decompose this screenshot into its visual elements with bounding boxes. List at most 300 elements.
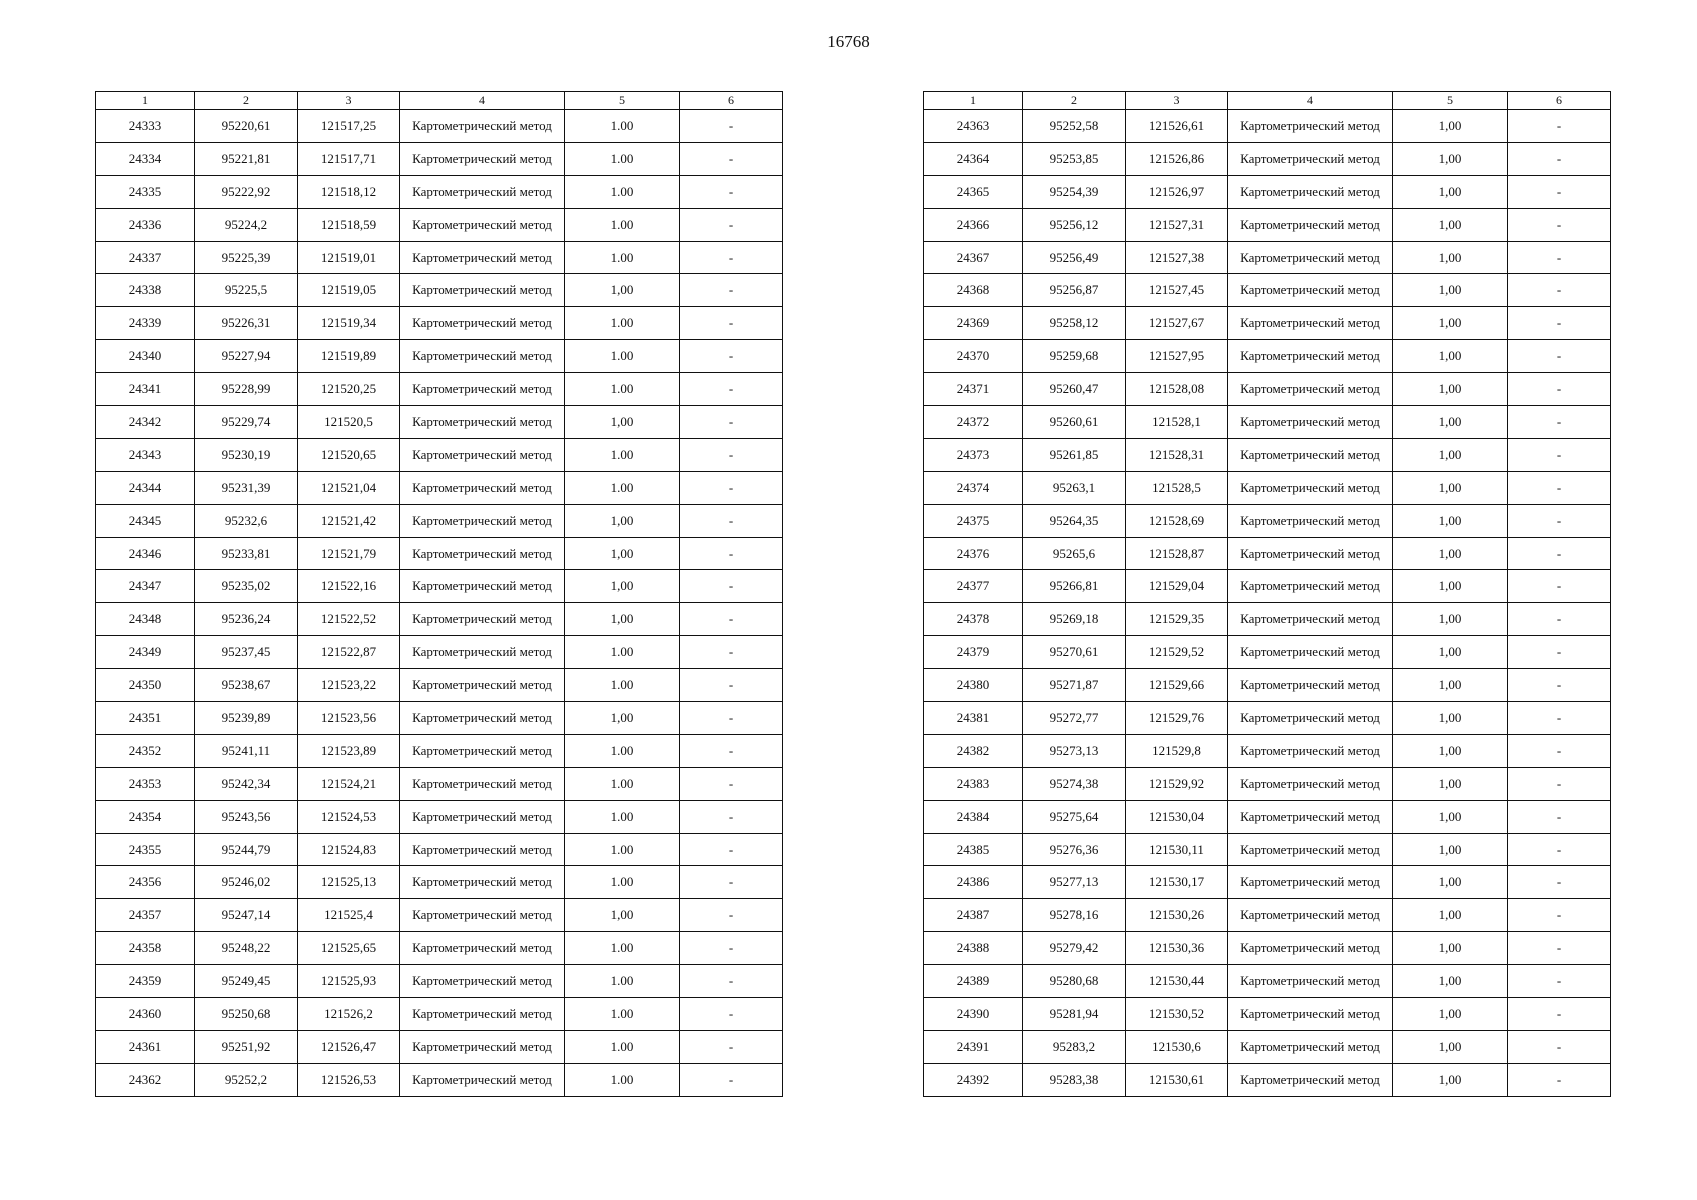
cell-method: Картометрический метод bbox=[400, 603, 565, 636]
cell-coord-x: 95225,39 bbox=[195, 241, 298, 274]
cell-method: Картометрический метод bbox=[1228, 866, 1393, 899]
table-row bbox=[96, 241, 783, 274]
cell-note: - bbox=[680, 340, 783, 373]
table-row bbox=[96, 800, 783, 833]
table-row bbox=[924, 932, 1611, 965]
cell-coord-y: 121526,47 bbox=[298, 1030, 400, 1063]
cell-coord-x: 95228,99 bbox=[195, 373, 298, 406]
cell-coord-y: 121525,65 bbox=[298, 932, 400, 965]
table-row bbox=[96, 406, 783, 439]
table-row bbox=[96, 767, 783, 800]
cell-coord-y: 121526,86 bbox=[1126, 142, 1228, 175]
cell-method: Картометрический метод bbox=[400, 932, 565, 965]
cell-note: - bbox=[680, 866, 783, 899]
cell-note: - bbox=[1508, 340, 1611, 373]
table-row bbox=[96, 1063, 783, 1096]
cell-note: - bbox=[680, 636, 783, 669]
cell-note: - bbox=[680, 241, 783, 274]
cell-point-number: 24368 bbox=[924, 274, 1023, 307]
cell-point-number: 24373 bbox=[924, 438, 1023, 471]
cell-accuracy: 1.00 bbox=[565, 833, 680, 866]
cell-accuracy: 1.00 bbox=[565, 998, 680, 1031]
cell-coord-x: 95243,56 bbox=[195, 800, 298, 833]
cell-coord-x: 95250,68 bbox=[195, 998, 298, 1031]
cell-coord-y: 121528,5 bbox=[1126, 471, 1228, 504]
cell-method: Картометрический метод bbox=[1228, 603, 1393, 636]
cell-coord-y: 121519,89 bbox=[298, 340, 400, 373]
table-row bbox=[924, 833, 1611, 866]
cell-coord-y: 121519,34 bbox=[298, 307, 400, 340]
cell-accuracy: 1,00 bbox=[1393, 800, 1508, 833]
cell-method: Картометрический метод bbox=[1228, 570, 1393, 603]
cell-method: Картометрический метод bbox=[400, 636, 565, 669]
cell-method: Картометрический метод bbox=[400, 208, 565, 241]
cell-note: - bbox=[1508, 175, 1611, 208]
cell-coord-y: 121520,25 bbox=[298, 373, 400, 406]
cell-point-number: 24344 bbox=[96, 471, 195, 504]
cell-note: - bbox=[680, 208, 783, 241]
cell-point-number: 24391 bbox=[924, 1030, 1023, 1063]
cell-accuracy: 1.00 bbox=[565, 767, 680, 800]
cell-point-number: 24333 bbox=[96, 110, 195, 143]
cell-accuracy: 1,00 bbox=[1393, 307, 1508, 340]
cell-coord-y: 121522,87 bbox=[298, 636, 400, 669]
table-row bbox=[96, 504, 783, 537]
cell-accuracy: 1,00 bbox=[1393, 767, 1508, 800]
cell-method: Картометрический метод bbox=[1228, 1030, 1393, 1063]
cell-coord-x: 95278,16 bbox=[1023, 899, 1126, 932]
cell-method: Картометрический метод bbox=[400, 504, 565, 537]
cell-coord-x: 95232,6 bbox=[195, 504, 298, 537]
cell-point-number: 24370 bbox=[924, 340, 1023, 373]
cell-point-number: 24363 bbox=[924, 110, 1023, 143]
cell-coord-x: 95253,85 bbox=[1023, 142, 1126, 175]
cell-accuracy: 1,00 bbox=[1393, 471, 1508, 504]
cell-point-number: 24375 bbox=[924, 504, 1023, 537]
table-row bbox=[924, 1030, 1611, 1063]
cell-coord-y: 121525,4 bbox=[298, 899, 400, 932]
cell-method: Картометрический метод bbox=[400, 899, 565, 932]
cell-accuracy: 1.00 bbox=[565, 438, 680, 471]
cell-accuracy: 1,00 bbox=[1393, 438, 1508, 471]
cell-coord-x: 95235,02 bbox=[195, 570, 298, 603]
cell-note: - bbox=[680, 833, 783, 866]
cell-coord-y: 121529,76 bbox=[1126, 702, 1228, 735]
cell-accuracy: 1,00 bbox=[1393, 998, 1508, 1031]
cell-point-number: 24360 bbox=[96, 998, 195, 1031]
cell-accuracy: 1.00 bbox=[565, 471, 680, 504]
cell-coord-y: 121519,05 bbox=[298, 274, 400, 307]
cell-coord-x: 95248,22 bbox=[195, 932, 298, 965]
cell-method: Картометрический метод bbox=[400, 241, 565, 274]
table-row bbox=[96, 142, 783, 175]
cell-coord-x: 95280,68 bbox=[1023, 965, 1126, 998]
cell-note: - bbox=[680, 1063, 783, 1096]
cell-note: - bbox=[680, 537, 783, 570]
column-header-4: 4 bbox=[1228, 92, 1393, 110]
cell-note: - bbox=[1508, 438, 1611, 471]
cell-coord-y: 121517,25 bbox=[298, 110, 400, 143]
cell-point-number: 24371 bbox=[924, 373, 1023, 406]
cell-accuracy: 1,00 bbox=[565, 899, 680, 932]
cell-point-number: 24350 bbox=[96, 669, 195, 702]
cell-method: Картометрический метод bbox=[1228, 702, 1393, 735]
cell-point-number: 24384 bbox=[924, 800, 1023, 833]
page-number: 16768 bbox=[827, 32, 870, 51]
cell-accuracy: 1,00 bbox=[565, 406, 680, 439]
table-row bbox=[924, 471, 1611, 504]
cell-coord-x: 95246,02 bbox=[195, 866, 298, 899]
cell-note: - bbox=[1508, 965, 1611, 998]
cell-accuracy: 1,00 bbox=[1393, 899, 1508, 932]
column-header-1: 1 bbox=[96, 92, 195, 110]
table-header-row bbox=[924, 92, 1611, 110]
cell-accuracy: 1.00 bbox=[565, 340, 680, 373]
cell-note: - bbox=[1508, 932, 1611, 965]
cell-coord-y: 121527,38 bbox=[1126, 241, 1228, 274]
cell-note: - bbox=[1508, 833, 1611, 866]
cell-method: Картометрический метод bbox=[400, 142, 565, 175]
cell-method: Картометрический метод bbox=[1228, 932, 1393, 965]
cell-accuracy: 1.00 bbox=[565, 142, 680, 175]
cell-method: Картометрический метод bbox=[1228, 241, 1393, 274]
cell-coord-y: 121527,31 bbox=[1126, 208, 1228, 241]
cell-coord-y: 121518,12 bbox=[298, 175, 400, 208]
cell-note: - bbox=[1508, 241, 1611, 274]
cell-coord-x: 95241,11 bbox=[195, 734, 298, 767]
cell-note: - bbox=[680, 110, 783, 143]
column-header-6: 6 bbox=[680, 92, 783, 110]
cell-note: - bbox=[680, 603, 783, 636]
cell-accuracy: 1.00 bbox=[565, 866, 680, 899]
cell-note: - bbox=[1508, 471, 1611, 504]
cell-point-number: 24346 bbox=[96, 537, 195, 570]
cell-note: - bbox=[680, 965, 783, 998]
table-row bbox=[924, 110, 1611, 143]
cell-coord-y: 121518,59 bbox=[298, 208, 400, 241]
cell-coord-x: 95263,1 bbox=[1023, 471, 1126, 504]
cell-point-number: 24341 bbox=[96, 373, 195, 406]
cell-method: Картометрический метод bbox=[1228, 208, 1393, 241]
cell-coord-y: 121529,35 bbox=[1126, 603, 1228, 636]
cell-note: - bbox=[1508, 702, 1611, 735]
cell-accuracy: 1,00 bbox=[1393, 504, 1508, 537]
cell-coord-y: 121528,08 bbox=[1126, 373, 1228, 406]
cell-note: - bbox=[1508, 899, 1611, 932]
cell-coord-x: 95247,14 bbox=[195, 899, 298, 932]
cell-point-number: 24361 bbox=[96, 1030, 195, 1063]
cell-coord-x: 95261,85 bbox=[1023, 438, 1126, 471]
table-row bbox=[924, 603, 1611, 636]
cell-method: Картометрический метод bbox=[400, 1030, 565, 1063]
cell-coord-y: 121530,52 bbox=[1126, 998, 1228, 1031]
cell-coord-y: 121529,04 bbox=[1126, 570, 1228, 603]
column-header-5: 5 bbox=[1393, 92, 1508, 110]
cell-note: - bbox=[680, 406, 783, 439]
column-header-5: 5 bbox=[565, 92, 680, 110]
cell-accuracy: 1,00 bbox=[1393, 1030, 1508, 1063]
cell-accuracy: 1,00 bbox=[1393, 570, 1508, 603]
cell-coord-x: 95254,39 bbox=[1023, 175, 1126, 208]
table-row bbox=[96, 438, 783, 471]
cell-method: Картометрический метод bbox=[400, 340, 565, 373]
cell-method: Картометрический метод bbox=[1228, 142, 1393, 175]
cell-method: Картометрический метод bbox=[1228, 998, 1393, 1031]
cell-accuracy: 1,00 bbox=[565, 702, 680, 735]
cell-accuracy: 1,00 bbox=[565, 570, 680, 603]
cell-method: Картометрический метод bbox=[1228, 965, 1393, 998]
cell-note: - bbox=[680, 998, 783, 1031]
cell-note: - bbox=[1508, 406, 1611, 439]
cell-coord-x: 95276,36 bbox=[1023, 833, 1126, 866]
table-header-row bbox=[96, 92, 783, 110]
cell-point-number: 24339 bbox=[96, 307, 195, 340]
cell-coord-x: 95236,24 bbox=[195, 603, 298, 636]
table-row bbox=[96, 669, 783, 702]
cell-coord-y: 121529,8 bbox=[1126, 734, 1228, 767]
cell-coord-x: 95260,61 bbox=[1023, 406, 1126, 439]
cell-point-number: 24372 bbox=[924, 406, 1023, 439]
cell-method: Картометрический метод bbox=[1228, 833, 1393, 866]
table-row bbox=[96, 702, 783, 735]
cell-method: Картометрический метод bbox=[1228, 438, 1393, 471]
cell-method: Картометрический метод bbox=[1228, 175, 1393, 208]
cell-accuracy: 1,00 bbox=[1393, 110, 1508, 143]
cell-coord-x: 95272,77 bbox=[1023, 702, 1126, 735]
cell-coord-x: 95226,31 bbox=[195, 307, 298, 340]
cell-coord-x: 95274,38 bbox=[1023, 767, 1126, 800]
table-row bbox=[96, 833, 783, 866]
cell-coord-y: 121520,65 bbox=[298, 438, 400, 471]
cell-coord-x: 95252,58 bbox=[1023, 110, 1126, 143]
cell-coord-y: 121530,26 bbox=[1126, 899, 1228, 932]
cell-coord-y: 121530,17 bbox=[1126, 866, 1228, 899]
cell-note: - bbox=[1508, 373, 1611, 406]
cell-point-number: 24352 bbox=[96, 734, 195, 767]
cell-coord-x: 95221,81 bbox=[195, 142, 298, 175]
cell-coord-y: 121530,6 bbox=[1126, 1030, 1228, 1063]
coordinates-table-right bbox=[923, 91, 1611, 1097]
cell-point-number: 24345 bbox=[96, 504, 195, 537]
table-row bbox=[96, 1030, 783, 1063]
cell-accuracy: 1.00 bbox=[565, 932, 680, 965]
cell-point-number: 24388 bbox=[924, 932, 1023, 965]
cell-coord-y: 121524,83 bbox=[298, 833, 400, 866]
cell-accuracy: 1,00 bbox=[1393, 175, 1508, 208]
cell-method: Картометрический метод bbox=[400, 669, 565, 702]
cell-point-number: 24376 bbox=[924, 537, 1023, 570]
cell-accuracy: 1.00 bbox=[565, 734, 680, 767]
cell-note: - bbox=[680, 899, 783, 932]
cell-coord-y: 121523,56 bbox=[298, 702, 400, 735]
cell-coord-y: 121525,13 bbox=[298, 866, 400, 899]
cell-coord-y: 121530,61 bbox=[1126, 1063, 1228, 1096]
table-row bbox=[96, 899, 783, 932]
cell-method: Картометрический метод bbox=[400, 734, 565, 767]
table-row bbox=[924, 175, 1611, 208]
column-header-6: 6 bbox=[1508, 92, 1611, 110]
cell-coord-x: 95283,38 bbox=[1023, 1063, 1126, 1096]
cell-coord-x: 95258,12 bbox=[1023, 307, 1126, 340]
cell-coord-x: 95271,87 bbox=[1023, 669, 1126, 702]
table-row bbox=[96, 603, 783, 636]
table-body-left bbox=[96, 110, 783, 1097]
cell-coord-y: 121530,11 bbox=[1126, 833, 1228, 866]
table-row bbox=[96, 965, 783, 998]
cell-accuracy: 1,00 bbox=[1393, 702, 1508, 735]
cell-point-number: 24367 bbox=[924, 241, 1023, 274]
cell-note: - bbox=[1508, 1030, 1611, 1063]
cell-coord-x: 95265,6 bbox=[1023, 537, 1126, 570]
cell-point-number: 24379 bbox=[924, 636, 1023, 669]
cell-point-number: 24382 bbox=[924, 734, 1023, 767]
cell-coord-x: 95259,68 bbox=[1023, 340, 1126, 373]
cell-coord-y: 121527,67 bbox=[1126, 307, 1228, 340]
cell-note: - bbox=[1508, 636, 1611, 669]
cell-accuracy: 1,00 bbox=[1393, 142, 1508, 175]
cell-coord-x: 95227,94 bbox=[195, 340, 298, 373]
table-row bbox=[96, 307, 783, 340]
cell-note: - bbox=[1508, 504, 1611, 537]
cell-coord-x: 95244,79 bbox=[195, 833, 298, 866]
cell-coord-y: 121528,31 bbox=[1126, 438, 1228, 471]
table-row bbox=[96, 373, 783, 406]
cell-method: Картометрический метод bbox=[1228, 340, 1393, 373]
cell-note: - bbox=[680, 373, 783, 406]
cell-point-number: 24385 bbox=[924, 833, 1023, 866]
cell-coord-y: 121523,22 bbox=[298, 669, 400, 702]
cell-accuracy: 1,00 bbox=[1393, 406, 1508, 439]
table-body-right bbox=[924, 110, 1611, 1097]
cell-coord-x: 95256,12 bbox=[1023, 208, 1126, 241]
cell-accuracy: 1,00 bbox=[1393, 208, 1508, 241]
cell-point-number: 24389 bbox=[924, 965, 1023, 998]
cell-coord-y: 121521,79 bbox=[298, 537, 400, 570]
cell-method: Картометрический метод bbox=[1228, 636, 1393, 669]
cell-coord-x: 95256,49 bbox=[1023, 241, 1126, 274]
cell-coord-x: 95231,39 bbox=[195, 471, 298, 504]
cell-note: - bbox=[680, 1030, 783, 1063]
cell-coord-y: 121529,92 bbox=[1126, 767, 1228, 800]
cell-note: - bbox=[680, 800, 783, 833]
table-row bbox=[96, 110, 783, 143]
cell-point-number: 24380 bbox=[924, 669, 1023, 702]
cell-point-number: 24386 bbox=[924, 866, 1023, 899]
cell-note: - bbox=[1508, 274, 1611, 307]
cell-note: - bbox=[1508, 208, 1611, 241]
cell-coord-y: 121524,53 bbox=[298, 800, 400, 833]
table-row bbox=[96, 570, 783, 603]
cell-accuracy: 1.00 bbox=[565, 965, 680, 998]
table-row bbox=[924, 438, 1611, 471]
table-row bbox=[924, 241, 1611, 274]
cell-accuracy: 1,00 bbox=[565, 603, 680, 636]
cell-point-number: 24355 bbox=[96, 833, 195, 866]
cell-note: - bbox=[1508, 998, 1611, 1031]
cell-point-number: 24348 bbox=[96, 603, 195, 636]
cell-point-number: 24340 bbox=[96, 340, 195, 373]
cell-method: Картометрический метод bbox=[1228, 734, 1393, 767]
cell-note: - bbox=[680, 175, 783, 208]
cell-accuracy: 1,00 bbox=[1393, 833, 1508, 866]
cell-accuracy: 1.00 bbox=[565, 1063, 680, 1096]
table-row bbox=[924, 669, 1611, 702]
cell-point-number: 24338 bbox=[96, 274, 195, 307]
cell-note: - bbox=[680, 570, 783, 603]
table-row bbox=[924, 504, 1611, 537]
table-row bbox=[924, 307, 1611, 340]
table-row bbox=[924, 406, 1611, 439]
cell-coord-y: 121528,69 bbox=[1126, 504, 1228, 537]
cell-accuracy: 1.00 bbox=[565, 373, 680, 406]
cell-accuracy: 1.00 bbox=[565, 1030, 680, 1063]
cell-note: - bbox=[680, 504, 783, 537]
cell-coord-x: 95238,67 bbox=[195, 669, 298, 702]
cell-coord-x: 95251,92 bbox=[195, 1030, 298, 1063]
cell-point-number: 24362 bbox=[96, 1063, 195, 1096]
table-row bbox=[924, 142, 1611, 175]
cell-note: - bbox=[680, 438, 783, 471]
column-header-3: 3 bbox=[298, 92, 400, 110]
cell-accuracy: 1.00 bbox=[565, 241, 680, 274]
cell-method: Картометрический метод bbox=[1228, 471, 1393, 504]
cell-point-number: 24351 bbox=[96, 702, 195, 735]
cell-accuracy: 1,00 bbox=[1393, 241, 1508, 274]
cell-point-number: 24356 bbox=[96, 866, 195, 899]
cell-point-number: 24349 bbox=[96, 636, 195, 669]
cell-accuracy: 1,00 bbox=[1393, 537, 1508, 570]
cell-note: - bbox=[1508, 800, 1611, 833]
cell-method: Картометрический метод bbox=[1228, 373, 1393, 406]
table-row bbox=[924, 1063, 1611, 1096]
table-row bbox=[924, 208, 1611, 241]
cell-accuracy: 1,00 bbox=[1393, 932, 1508, 965]
cell-accuracy: 1.00 bbox=[565, 208, 680, 241]
cell-coord-x: 95252,2 bbox=[195, 1063, 298, 1096]
table-row bbox=[924, 800, 1611, 833]
cell-coord-x: 95229,74 bbox=[195, 406, 298, 439]
column-header-3: 3 bbox=[1126, 92, 1228, 110]
cell-note: - bbox=[680, 307, 783, 340]
column-header-4: 4 bbox=[400, 92, 565, 110]
cell-coord-y: 121529,66 bbox=[1126, 669, 1228, 702]
cell-point-number: 24390 bbox=[924, 998, 1023, 1031]
cell-coord-y: 121520,5 bbox=[298, 406, 400, 439]
cell-method: Картометрический метод bbox=[1228, 307, 1393, 340]
cell-method: Картометрический метод bbox=[1228, 1063, 1393, 1096]
cell-coord-y: 121526,2 bbox=[298, 998, 400, 1031]
cell-point-number: 24336 bbox=[96, 208, 195, 241]
cell-note: - bbox=[1508, 307, 1611, 340]
cell-coord-x: 95239,89 bbox=[195, 702, 298, 735]
cell-method: Картометрический метод bbox=[1228, 669, 1393, 702]
cell-note: - bbox=[1508, 669, 1611, 702]
cell-point-number: 24387 bbox=[924, 899, 1023, 932]
cell-point-number: 24343 bbox=[96, 438, 195, 471]
cell-coord-y: 121527,45 bbox=[1126, 274, 1228, 307]
cell-coord-x: 95281,94 bbox=[1023, 998, 1126, 1031]
cell-accuracy: 1,00 bbox=[565, 537, 680, 570]
cell-note: - bbox=[1508, 866, 1611, 899]
table-row bbox=[96, 537, 783, 570]
cell-accuracy: 1,00 bbox=[1393, 1063, 1508, 1096]
table-row bbox=[924, 965, 1611, 998]
cell-point-number: 24392 bbox=[924, 1063, 1023, 1096]
cell-method: Картометрический метод bbox=[400, 274, 565, 307]
cell-method: Картометрический метод bbox=[400, 866, 565, 899]
cell-point-number: 24366 bbox=[924, 208, 1023, 241]
table-row bbox=[96, 866, 783, 899]
